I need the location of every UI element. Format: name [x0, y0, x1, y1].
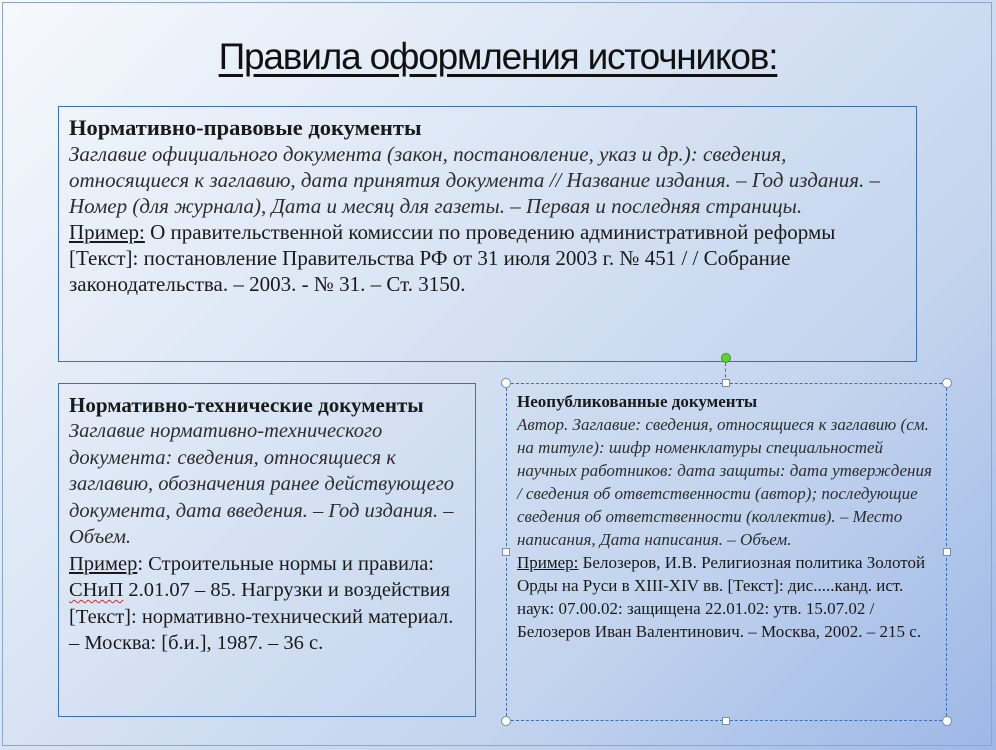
- resize-handle-bottom-right[interactable]: [942, 716, 952, 726]
- technical-documents-textbox[interactable]: [58, 383, 476, 717]
- legal-example: [69, 220, 835, 296]
- unpublished-example: [517, 553, 925, 641]
- resize-handle-top-right[interactable]: [942, 378, 952, 388]
- technical-heading: Нормативно-технические документы: [69, 393, 424, 417]
- legal-description: Заглавие официального документа (закон, постановление, указ и др.): сведения, относящиеся к заглавию, дата принятия документа // Название издания. – Год издания. – Номер (для журнала), Дата и месяц для газеты. – Первая и последняя страницы.: [69, 142, 881, 218]
- resize-handle-bottom[interactable]: [722, 717, 730, 725]
- unpublished-documents-textbox[interactable]: [506, 383, 947, 721]
- rotate-handle[interactable]: [721, 353, 731, 363]
- unpublished-description: Автор. Заглавие: сведения, относящиеся к заглавию (см. на титуле): шифр номенклатуры специальностей научных работников: дата защиты: дата утверждения / сведения об ответственности (автор); последующие сведения об ответственности (коллектив). – Место написания, Дата написания. – Объем.: [517, 415, 932, 549]
- resize-handle-left[interactable]: [502, 548, 510, 556]
- resize-handle-top-left[interactable]: [501, 378, 511, 388]
- legal-documents-textbox[interactable]: [58, 106, 917, 362]
- unpublished-heading: Неопубликованные документы: [517, 392, 758, 411]
- technical-example-label: Пример: [69, 552, 138, 575]
- slide-title[interactable]: Правила оформления источников:: [218, 36, 778, 77]
- technical-example: [69, 553, 453, 655]
- technical-description: Заглавие нормативно-технического документа: сведения, относящиеся к заглавию, обозначения ранее действующего документа, дата введения. – Год издания. – Объем.: [69, 420, 455, 548]
- legal-example-label: Пример:: [69, 220, 145, 244]
- technical-example-pre: : Строительные нормы и правила:: [137, 552, 434, 575]
- legal-heading: Нормативно-правовые документы: [69, 115, 422, 140]
- technical-example-post: 2.01.07 – 85. Нагрузки и воздействия [Текст]: нормативно-технический материал. – Москва: [б.и.], 1987. – 36 с.: [69, 579, 454, 654]
- unpublished-example-text: Белозеров, И.В. Религиозная политика Золотой Орды на Руси в XIII-XIV вв. [Текст]: дис.....канд. ист. наук: 07.00.02: защищена 22.01.02: утв. 15.07.02 / Белозеров Иван Валентинович. – Москва, 2002. – 215 с.: [517, 553, 926, 641]
- unpublished-example-label: Пример:: [517, 553, 579, 572]
- legal-example-text: О правительственной комиссии по проведению административной реформы [Текст]: постановление Правительства РФ от 31 июля 2003 г. № 451 / / Собрание законодательства. – 2003. - № 31. – Ст. 3150.: [69, 220, 836, 296]
- resize-handle-top[interactable]: [722, 379, 730, 387]
- resize-handle-right[interactable]: [943, 548, 951, 556]
- resize-handle-bottom-left[interactable]: [501, 716, 511, 726]
- technical-example-code: СНиП: [69, 579, 124, 601]
